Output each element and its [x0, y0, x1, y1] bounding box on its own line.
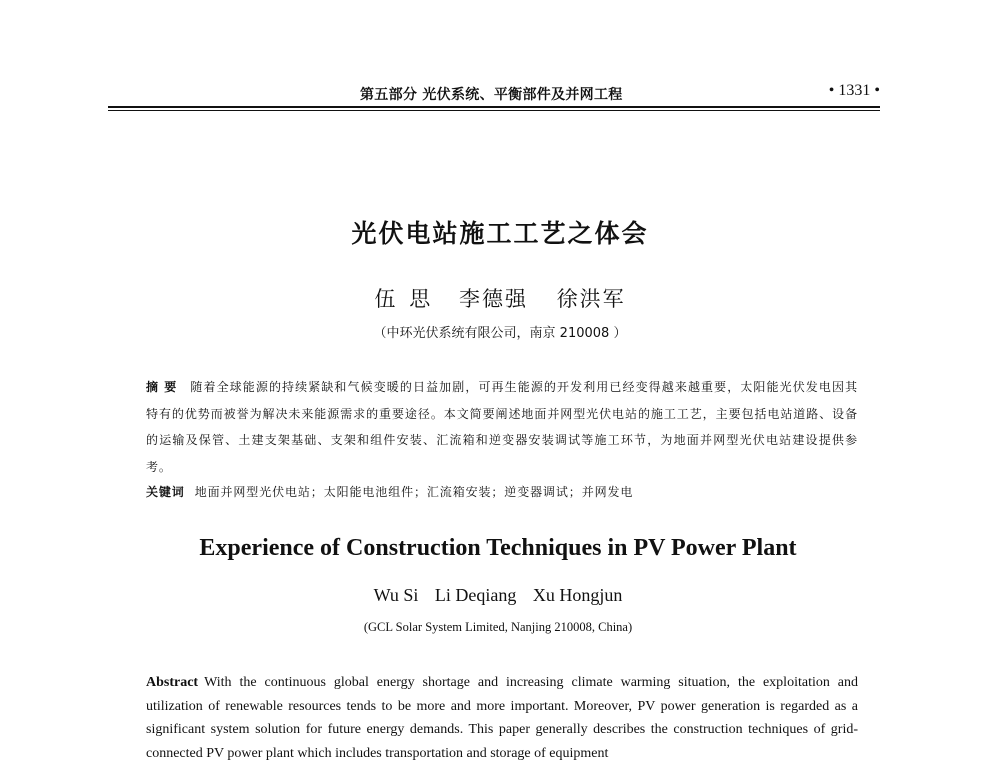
english-author: Li Deqiang	[434, 585, 517, 605]
chinese-title: 光伏电站施工工艺之体会	[351, 219, 649, 248]
english-authors	[0, 585, 996, 606]
english-affiliation: (GCL Solar System Limited, Nanjing 210008, China)	[363, 620, 633, 634]
chinese-keywords-label: 关键词	[146, 485, 185, 499]
chinese-affiliation: （中环光伏系统有限公司，南京 210008 ）	[373, 326, 627, 341]
chinese-abstract	[146, 374, 858, 480]
english-title: Experience of Construction Techniques in PV Power Plant	[199, 535, 797, 561]
chinese-author: 李德强	[459, 287, 528, 311]
chinese-abstract-text: 随着全球能源的持续紧缺和气候变暖的日益加剧，可再生能源的开发利用已经变得越来越重要，太阳能光伏发电因其特有的优势而被誉为解决未来能源需求的重要途径。本文简要阐述地面并网型光伏电站的施工工艺，主要包括电站道路、设备的运输及保管、土建支架基础、支架和组件安装、汇流箱和逆变器安装调试等施工环节，为地面并网型光伏电站建设提供参考。	[146, 380, 858, 474]
english-abstract-text: With the continuous global energy shortage and increasing climate warming situation, the exploitation and utilization of renewable resources tends to be more and more important. Moreover, PV power generation is regarded as a significant system solution for future energy demands. This paper generally describes the construction techniques of grid-connected PV power plant which includes transportation and storage of equipment	[146, 675, 858, 760]
chinese-author: 伍思	[374, 287, 445, 311]
header-rule	[108, 106, 880, 108]
chinese-keywords	[146, 480, 858, 504]
header-rule-thin	[108, 110, 880, 111]
chinese-abstract-label: 摘要	[146, 380, 183, 394]
english-author: Wu Si	[373, 585, 419, 605]
chinese-authors	[0, 283, 1000, 313]
english-abstract-label: Abstract	[146, 675, 199, 690]
running-section-title: 第五部分 光伏系统、平衡部件及并网工程	[360, 87, 623, 103]
running-header	[108, 78, 880, 106]
chinese-author: 徐洪军	[556, 287, 626, 311]
english-abstract	[146, 671, 858, 760]
chinese-keywords-text: 地面并网型光伏电站；太阳能电池组件；汇流箱安装；逆变器调试；并网发电	[194, 485, 634, 499]
page-number: • 1331 •	[828, 82, 880, 99]
english-author: Xu Hongjun	[532, 585, 623, 605]
